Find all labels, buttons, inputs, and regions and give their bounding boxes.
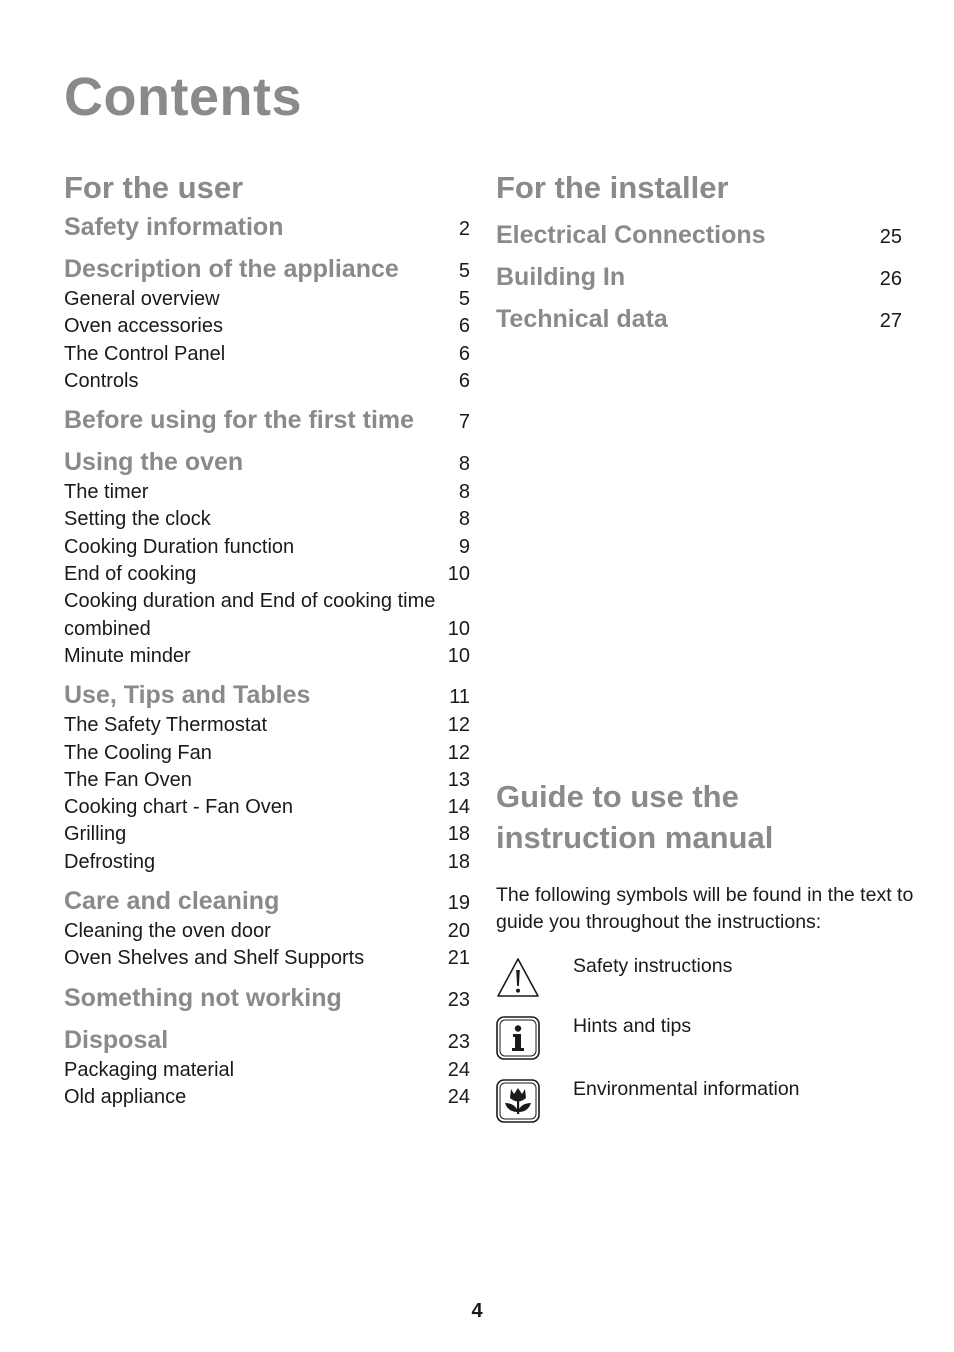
toc-entry-label-cont: combined xyxy=(64,617,151,640)
symbol-label: Safety instructions xyxy=(573,955,733,977)
toc-section-row xyxy=(64,1023,470,1057)
toc-entry-page: 10 xyxy=(447,563,470,586)
toc-entry-page: 10 xyxy=(447,644,470,667)
toc-section-row xyxy=(64,884,470,918)
toc-entry-label: Oven accessories xyxy=(64,315,223,338)
toc-section xyxy=(64,678,470,876)
symbol-row-environment xyxy=(496,1078,800,1123)
toc-section xyxy=(64,210,470,244)
toc-entry-page: 21 xyxy=(447,947,470,970)
toc-entry-label: General overview xyxy=(64,288,220,310)
toc-section xyxy=(496,302,902,336)
toc-entry-label: Packaging material xyxy=(64,1058,235,1081)
guide-intro: The following symbols will be found in the text to guide you throughout the instructions: xyxy=(496,884,914,933)
toc-section-page: 8 xyxy=(458,453,470,476)
toc-entry-label: The timer xyxy=(64,481,149,504)
guide-heading xyxy=(496,776,926,858)
toc-section xyxy=(64,403,470,437)
toc-entry xyxy=(64,767,470,794)
toc-section-page: 11 xyxy=(449,686,470,709)
toc-entry-page: 12 xyxy=(447,714,470,737)
environment-flower-icon xyxy=(496,1079,540,1123)
toc-entry-label: The Fan Oven xyxy=(64,768,192,791)
symbol-list xyxy=(496,956,926,1136)
toc-entry xyxy=(64,821,470,848)
toc-section xyxy=(64,1023,470,1112)
toc-entry-page: 12 xyxy=(447,741,470,764)
toc-section-row xyxy=(64,981,470,1015)
toc-entry-label: Old appliance xyxy=(64,1085,187,1108)
toc-entry xyxy=(64,1084,470,1111)
toc-section xyxy=(496,218,902,252)
toc-section-page: 5 xyxy=(458,260,470,282)
toc-section-page: 2 xyxy=(458,218,470,240)
toc-entry-page: 13 xyxy=(447,768,470,791)
guide-section xyxy=(496,776,926,1136)
toc-section-row xyxy=(496,260,902,294)
toc-entry-label: Cleaning the oven door xyxy=(64,920,271,943)
toc-entry-label: The Safety Thermostat xyxy=(64,714,268,737)
toc-section-row xyxy=(64,678,470,712)
toc-section-title: Building In xyxy=(496,263,626,291)
toc-section-row xyxy=(496,218,902,252)
installer-heading: For the installer xyxy=(496,170,729,205)
toc-entry-page: 6 xyxy=(458,369,470,392)
info-icon xyxy=(496,1016,540,1060)
toc-entry-page: 24 xyxy=(447,1085,470,1108)
toc-entry-label: Setting the clock xyxy=(64,508,211,531)
toc-entry xyxy=(64,849,470,876)
toc-section-row xyxy=(64,445,470,479)
page-number: 4 xyxy=(471,1300,483,1322)
toc-section-title: Safety information xyxy=(64,213,284,241)
symbol-label: Environmental information xyxy=(573,1078,800,1100)
toc-entry-page: 9 xyxy=(458,535,470,558)
user-contents-column xyxy=(64,168,470,1111)
toc-entry-page: 6 xyxy=(458,315,470,338)
page-title: Contents xyxy=(64,67,302,127)
toc-entry-page: 8 xyxy=(458,481,470,504)
toc-section-page: 19 xyxy=(447,892,470,915)
toc-entry xyxy=(64,740,470,767)
toc-entry-page: 14 xyxy=(447,796,470,819)
toc-section-title: Technical data xyxy=(496,305,668,333)
toc-entry-label: End of cooking xyxy=(64,563,197,586)
user-heading: For the user xyxy=(64,170,244,205)
toc-section-title: Electrical Connections xyxy=(496,221,766,249)
toc-entry-label: Minute minder xyxy=(64,644,191,667)
toc-entry-label: Controls xyxy=(64,369,139,392)
toc-section-row xyxy=(64,403,470,437)
installer-contents-column xyxy=(496,168,902,336)
toc-section-title: Before using for the first time xyxy=(64,406,415,435)
toc-section xyxy=(64,981,470,1015)
toc-entry-page: 20 xyxy=(447,920,470,943)
toc-entry xyxy=(64,341,470,368)
symbol-row-hints xyxy=(496,1015,692,1060)
guide-heading-line1: Guide to use the xyxy=(496,779,739,814)
installer-section-list xyxy=(496,218,902,336)
toc-entry-page: 10 xyxy=(447,617,470,640)
toc-entry xyxy=(64,588,470,643)
toc-entry-row xyxy=(64,616,470,643)
symbol-row-safety xyxy=(496,955,733,1000)
toc-section-row xyxy=(496,302,902,336)
toc-entry xyxy=(64,313,470,340)
toc-entry-label: Oven Shelves and Shelf Supports xyxy=(64,947,365,970)
toc-entry-page: 8 xyxy=(458,508,470,531)
toc-entry xyxy=(64,945,470,972)
toc-section xyxy=(64,445,470,670)
toc-entry-label: Cooking Duration function xyxy=(64,535,295,558)
toc-entry xyxy=(64,643,470,670)
toc-section-title: Disposal xyxy=(64,1025,169,1054)
toc-entry xyxy=(64,286,470,313)
toc-entry xyxy=(64,561,470,588)
toc-section-title: Something not working xyxy=(64,983,342,1012)
toc-entry-page: 6 xyxy=(458,342,470,365)
toc-section xyxy=(64,884,470,973)
toc-section-title: Care and cleaning xyxy=(64,887,280,916)
toc-section-page: 25 xyxy=(879,226,902,248)
toc-entry xyxy=(64,712,470,739)
guide-heading-line2: instruction manual xyxy=(496,820,774,855)
toc-entry-page: 18 xyxy=(447,823,470,846)
toc-section-row xyxy=(64,210,470,244)
toc-section-title: Description of the appliance xyxy=(64,255,399,283)
toc-entry-label: Cooking chart - Fan Oven xyxy=(64,796,293,819)
toc-section-title: Using the oven xyxy=(64,448,244,477)
toc-entry-page: 24 xyxy=(447,1058,470,1081)
toc-entry-page: 18 xyxy=(447,850,470,873)
toc-section-row xyxy=(64,252,470,286)
toc-entry xyxy=(64,918,470,945)
toc-entry-label: The Cooling Fan xyxy=(64,741,212,764)
toc-section xyxy=(496,260,902,294)
toc-entry-label: Cooking duration and End of cooking time xyxy=(64,590,436,613)
toc-entry xyxy=(64,368,470,395)
toc-section xyxy=(64,252,470,395)
user-section-list xyxy=(64,210,470,1111)
toc-entry-label: Grilling xyxy=(64,823,127,846)
warning-triangle-icon xyxy=(496,956,540,1000)
toc-section-title: Use, Tips and Tables xyxy=(64,681,311,710)
toc-entry-label: Defrosting xyxy=(64,850,156,873)
toc-entry xyxy=(64,794,470,821)
toc-section-page: 23 xyxy=(447,1030,470,1053)
toc-section-page: 27 xyxy=(879,310,902,332)
toc-entry xyxy=(64,534,470,561)
toc-section-page: 26 xyxy=(879,268,902,290)
toc-entry-label: The Control Panel xyxy=(64,342,226,365)
toc-entry xyxy=(64,1057,470,1084)
toc-entry-page: 5 xyxy=(458,288,470,310)
toc-entry xyxy=(64,479,470,506)
toc-section-page: 7 xyxy=(458,411,470,434)
toc-entry xyxy=(64,506,470,533)
symbol-label: Hints and tips xyxy=(573,1015,692,1037)
toc-section-page: 23 xyxy=(447,988,470,1011)
